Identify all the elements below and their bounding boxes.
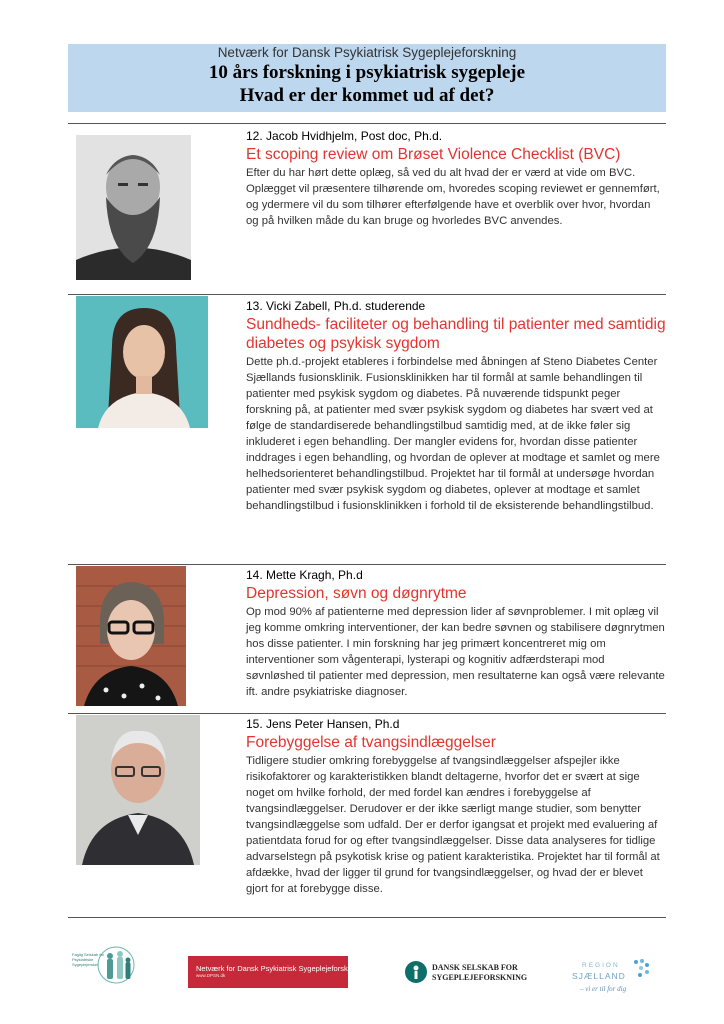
speaker-entry bbox=[246, 717, 666, 897]
network-name: Netværk for Dansk Psykiatrisk Sygeplejeforskning bbox=[217, 45, 517, 60]
talk-description: Op mod 90% af patienterne med depression lider af søvnproblemer. I mit oplæg vil jeg komme omkring interventioner, der kan bedre søvnen og stabilisere døgnrytmen hos disse patienter. I min forskning har jeg primært koncentreret mig om interventioner som vågenterapi, lysterapi og kognitiv adfærdsterapi mod søvnløshed til patienter med depression, men resultaterne kan også være relevante ift. andre psykiatriske diagnoser. bbox=[246, 606, 665, 698]
region-sjaelland-logo bbox=[566, 958, 650, 1004]
talk-description: Efter du har hørt dette oplæg, så ved du alt hvad der er værd at vide om BVC. Oplægget vil præsentere tilhørende om, hvoredes scoping reviewet er gennemført, og ydermere vil du som tilhører efterfølgende have et overblik over hvor, hvordan og på hvilken måde du kan bruge og hvorledes BVC anvendes. bbox=[246, 167, 660, 227]
page-title: 10 års forskning i psykiatrisk sygepleje bbox=[208, 62, 526, 83]
page-subtitle: Hvad er der kommet ud af det? bbox=[239, 85, 495, 106]
portrait-photo-jacob bbox=[76, 135, 191, 280]
talk-description: Dette ph.d.-projekt etableres i forbindelse med åbningen af Steno Diabetes Center Sjællands fusionsklinik. Fusionsklinikken har til formål at samle behandlingen til patienter med psykisk sygdom og diabetes. På nuværende tidspunkt peger forskning på, at patienter med svær psykisk sygdom og diabetes har svært ved at følge de standardiserede behandlingstilbud samtidig med, at de ikke føler sig inkluderet i egen behandling. Der mangler evidens for, hvordan disse patienter inddrages i egen behandling, og hvordan de oplever at modtage et samlet og mere helhedsorienteret behandlingstilbud. Projektet har til formål at undersøge hvordan patienter med svær psykisk sygdom og diabetes, oplever at modtage et samlet behandlingstilbud i fusionsklinikken i forhold til de eksisterende behandlingstilbud. bbox=[246, 356, 660, 512]
dss-text-line2: SYGEPLEJEFORSKNING bbox=[432, 973, 528, 982]
logo1-text-line2: Psykiatriske Sygeplejersker bbox=[72, 957, 99, 967]
divider bbox=[68, 713, 666, 714]
talk-title: Et scoping review om Brøset Violence Checklist (BVC) bbox=[246, 146, 621, 163]
speaker-name: 14. Mette Kragh, Ph.d bbox=[246, 568, 363, 582]
logo1-text-line1: Faglig Selskab for bbox=[72, 952, 105, 957]
speaker-name: 12. Jacob Hvidhjelm, Post doc, Ph.d. bbox=[246, 129, 443, 143]
region-text-line2: SJÆLLAND bbox=[572, 971, 626, 981]
talk-description: Tidligere studier omkring forebyggelse af tvangsindlæggelser afspejler ikke risikofaktorer og karakteristikken blandt deltagerne, hvorfor det er svært at sige noget om hvilke forhold, der med fordel kan ændres i forebyggelse af tvangsindlæggelser. Derudover er der ikke særligt mange studier, som benytter tvangsindlæggelse som udfald. Der er derfor igangsat et projekt med evaluering af patientdata forud for og efter tvangsindlæggelser. Disse data analyseres for tidlige advarselstegn på psykotisk krise og patient karakteristika. Projektet har til formål at afdække, hvad der ligger til grund for tvangsindlæggelser, og hvad der er blevet gjort for at forebygge disse. bbox=[246, 755, 660, 895]
divider bbox=[68, 123, 666, 124]
divider bbox=[68, 294, 666, 295]
footer-logos bbox=[0, 938, 724, 1024]
speaker-name: 15. Jens Peter Hansen, Ph.d bbox=[246, 717, 400, 731]
talk-title: Depression, søvn og døgnrytme bbox=[246, 585, 467, 602]
speaker-entry bbox=[246, 299, 666, 514]
page-header bbox=[68, 44, 666, 112]
psychiatric-nurses-logo bbox=[72, 944, 142, 1004]
talk-title: Sundheds- faciliteter og behandling til patienter med samtidig diabetes og psykisk sygdom bbox=[246, 316, 666, 352]
region-dots-icon bbox=[632, 958, 652, 980]
divider bbox=[68, 917, 666, 918]
dpsn-banner-url: www.DPSN.dk bbox=[196, 973, 226, 978]
speaker-entry bbox=[246, 129, 666, 229]
talk-title: Forebyggelse af tvangsindlæggelser bbox=[246, 734, 496, 751]
divider bbox=[68, 564, 666, 565]
portrait-photo-jens bbox=[76, 715, 200, 865]
dss-text-line1: DANSK SELSKAB FOR bbox=[432, 963, 518, 972]
portrait-photo-mette bbox=[76, 566, 186, 706]
region-text-line1: REGION bbox=[582, 962, 620, 969]
dpsn-banner-logo bbox=[188, 956, 362, 988]
speaker-name: 13. Vicki Zabell, Ph.d. studerende bbox=[246, 299, 426, 313]
speaker-entry bbox=[246, 568, 666, 700]
dpsn-banner-text: Netværk for Dansk Psykiatrisk Sygeplejeforskning bbox=[196, 964, 362, 973]
portrait-photo-vicki bbox=[76, 296, 208, 428]
dss-logo bbox=[404, 960, 534, 986]
region-tagline: – vi er til for dig bbox=[580, 985, 627, 993]
